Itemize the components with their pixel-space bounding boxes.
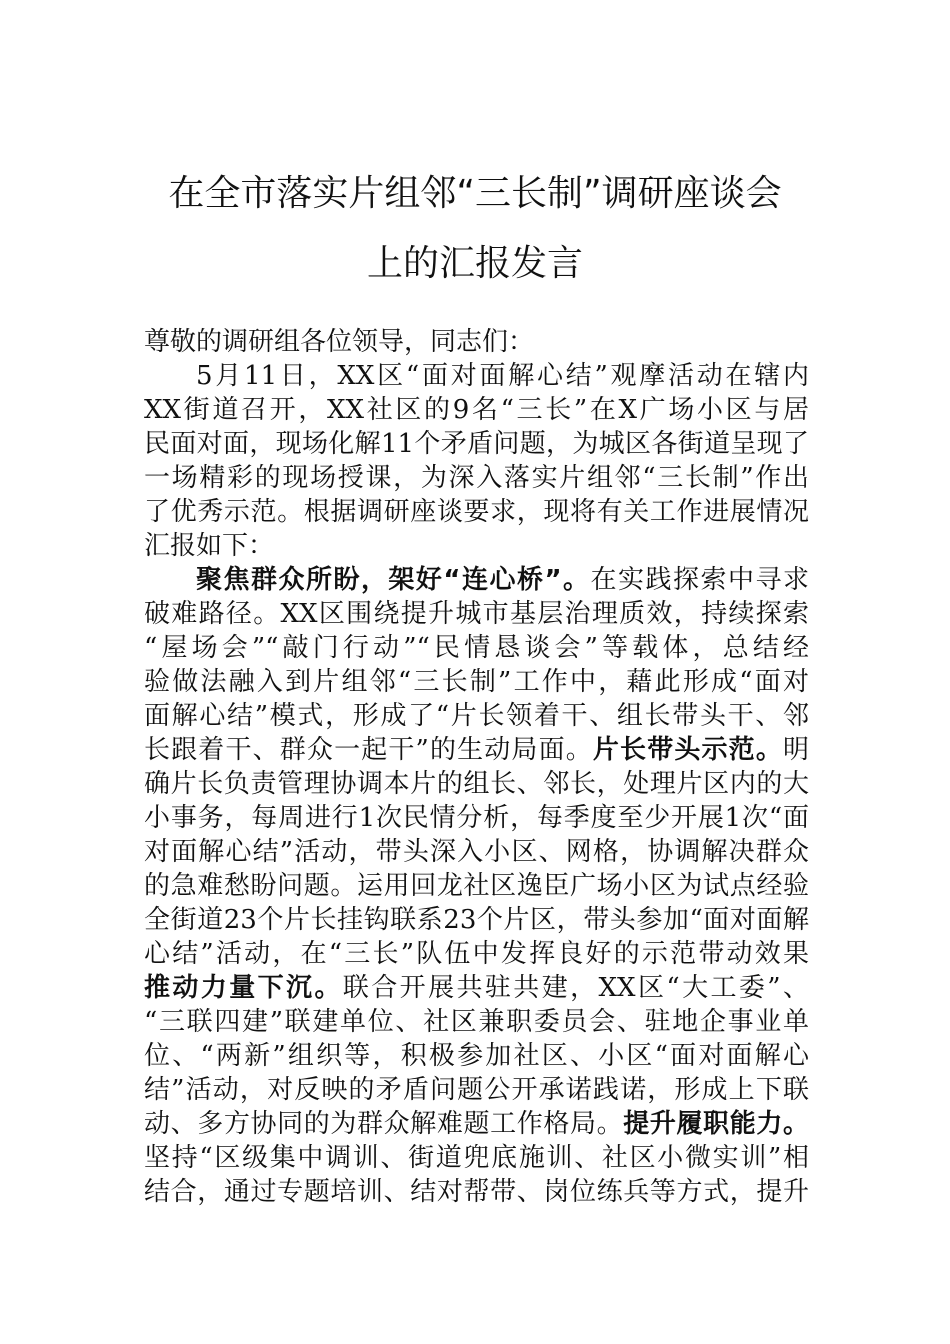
text-line (144, 325, 809, 359)
text-segment: 明 (782, 735, 809, 765)
text-line (144, 1039, 809, 1073)
document-title-line-2: 上的汇报发言 (366, 243, 583, 284)
bold-heading-text: 推动力量下沉。 (144, 973, 343, 1003)
text-segment: 结”活动，对反映的矛盾问题公开承诺践诺，形成上下联 (144, 1075, 809, 1105)
text-line (144, 631, 809, 665)
text-line (144, 461, 809, 495)
text-segment: 联合开展共驻共建，XX区“大工委”、 (342, 973, 809, 1003)
text-line (144, 1005, 809, 1039)
text-line (144, 971, 809, 1005)
text-segment: 坚持“区级集中调训、街道兜底施训、社区小微实训”相 (144, 1143, 809, 1173)
text-line (144, 801, 809, 835)
bold-heading-text: 聚焦群众所盼，架好“连心桥”。 (196, 565, 591, 595)
document-title-line-1: 在全市落实片组邻“三长制”调研座谈会 (168, 173, 782, 214)
text-line (144, 427, 809, 461)
text-line (144, 665, 809, 699)
text-line (144, 1141, 809, 1175)
document-body (144, 325, 809, 1209)
text-segment: 尊敬的调研组各位领导，同志们： (144, 327, 535, 357)
text-line (144, 733, 809, 767)
text-line (144, 393, 809, 427)
text-line (144, 1175, 809, 1209)
text-segment: 在实践探索中寻求 (590, 565, 809, 595)
text-segment: 民面对面，现场化解11个矛盾问题，为城区各街道呈现了 (144, 429, 809, 459)
text-line (144, 597, 809, 631)
text-line (144, 767, 809, 801)
text-segment: 了优秀示范。根据调研座谈要求，现将有关工作进展情况 (144, 497, 809, 527)
text-line (144, 563, 809, 597)
text-line (144, 495, 809, 529)
text-segment: “屋场会”“敲门行动”“民情恳谈会”等载体，总结经 (144, 633, 809, 663)
bold-heading-text: 提升履职能力。 (623, 1109, 809, 1139)
text-segment: 的急难愁盼问题。运用回龙社区逸臣广场小区为试点经验 (144, 871, 809, 901)
text-segment: 确片长负责管理协调本片的组长、邻长，处理片区内的大 (144, 769, 809, 799)
text-segment: 汇报如下： (144, 531, 275, 561)
text-line (144, 835, 809, 869)
text-line (144, 1107, 809, 1141)
text-segment: 破难路径。XX区围绕提升城市基层治理质效，持续探索 (144, 599, 809, 629)
text-segment: 小事务，每周进行1次民情分析，每季度至少开展1次“面 (144, 803, 809, 833)
text-segment: 全街道23个片长挂钩联系23个片区，带头参加“面对面解 (144, 905, 809, 935)
text-segment: 5月11日，XX区“面对面解心结”观摩活动在辖内 (196, 361, 809, 391)
text-segment: “三联四建”联建单位、社区兼职委员会、驻地企事业单 (144, 1007, 809, 1037)
text-line (144, 1073, 809, 1107)
text-segment: 心结”活动，在“三长”队伍中发挥良好的示范带动效果 (144, 939, 809, 969)
text-segment: 动、多方协同的为群众解难题工作格局。 (144, 1109, 624, 1139)
text-line (144, 869, 809, 903)
text-segment: XX街道召开，XX社区的9名“三长”在X广场小区与居 (144, 395, 809, 425)
text-segment: 长跟着干、群众一起干”的生动局面。 (144, 735, 593, 765)
text-segment: 验做法融入到片组邻“三长制”工作中，藉此形成“面对 (144, 667, 809, 697)
text-line (144, 529, 809, 563)
text-segment: 结合，通过专题培训、结对帮带、岗位练兵等方式，提升 (144, 1177, 809, 1207)
text-segment: 对面解心结”活动，带头深入小区、网格，协调解决群众 (144, 837, 809, 867)
bold-heading-text: 片长带头示范。 (592, 735, 783, 765)
text-line (144, 359, 809, 393)
text-segment: 位、“两新”组织等，积极参加社区、小区“面对面解心 (144, 1041, 809, 1071)
text-line (144, 903, 809, 937)
text-line (144, 937, 809, 971)
text-segment: 面解心结”模式，形成了“片长领着干、组长带头干、邻 (144, 701, 809, 731)
text-segment: 一场精彩的现场授课，为深入落实片组邻“三长制”作出 (144, 463, 809, 493)
text-line (144, 699, 809, 733)
